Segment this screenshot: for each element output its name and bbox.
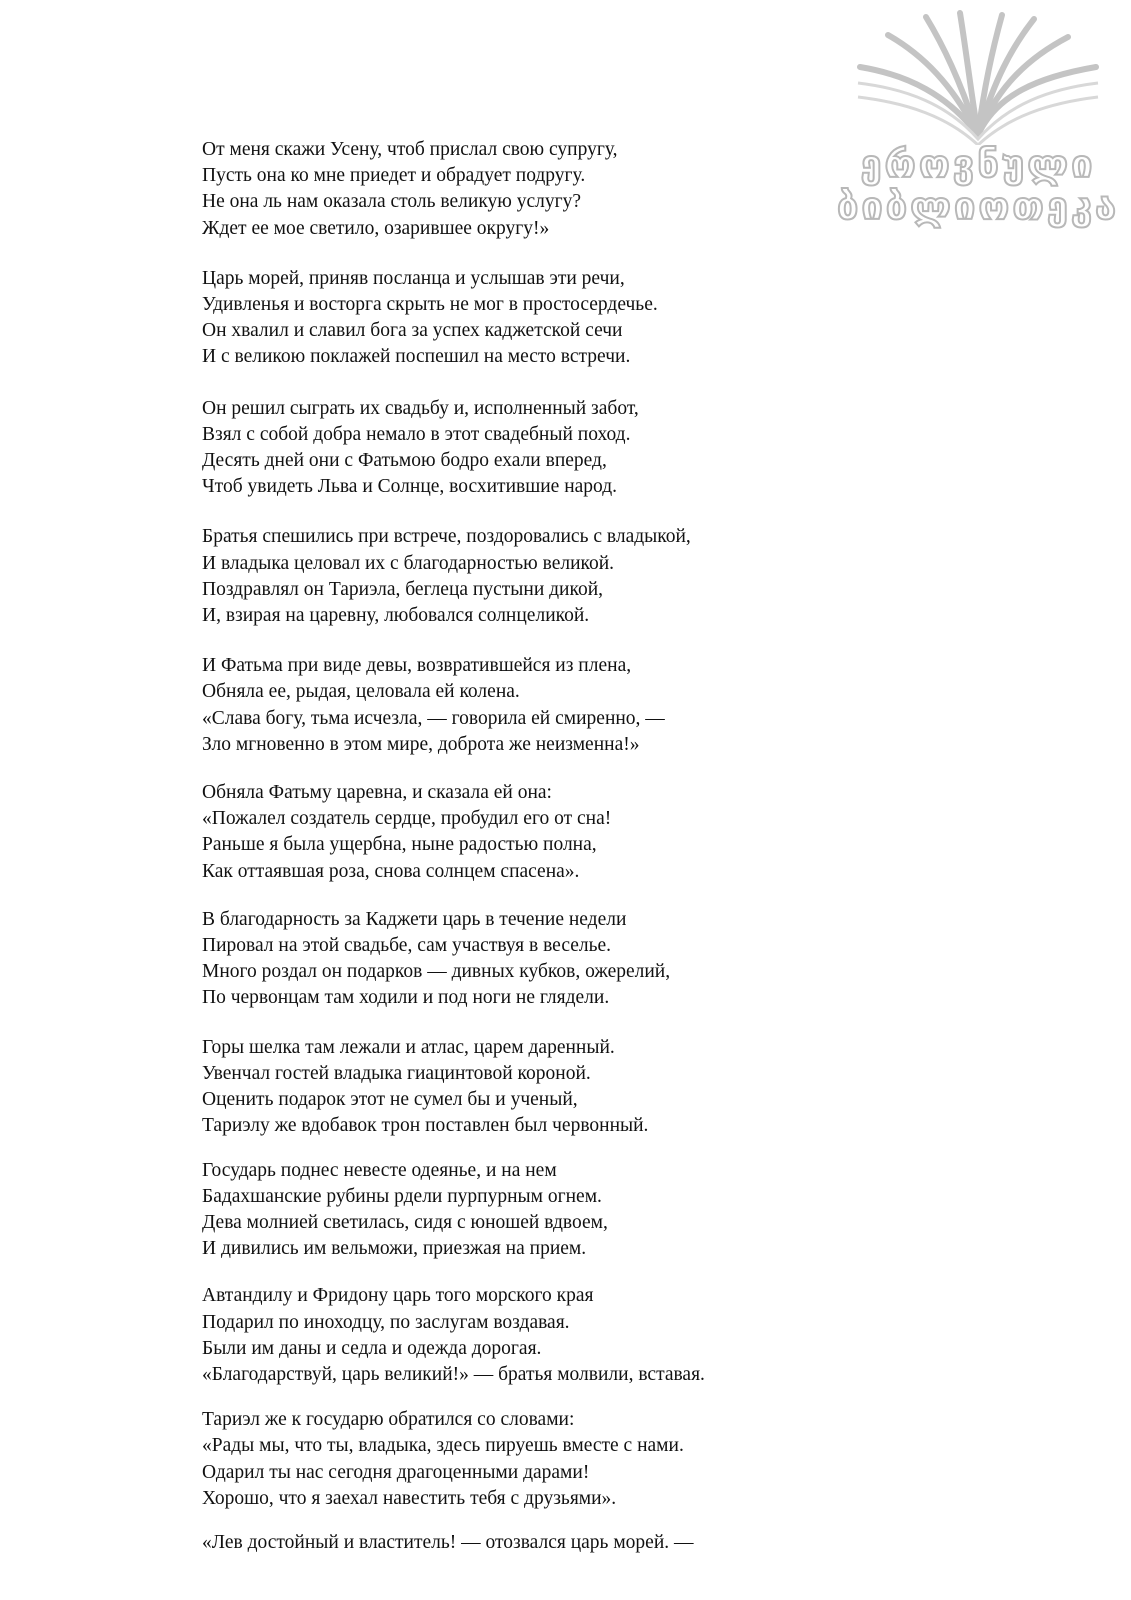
poem-line: Тариэлу же вдобавок трон поставлен был червонный. xyxy=(202,1115,649,1137)
poem-line: И Фатьма при виде девы, возвратившейся из плена, xyxy=(202,655,632,677)
poem-line: «Благодарствуй, царь великий!» — братья молвили, вставая. xyxy=(202,1363,705,1385)
poem-line: Удивленья и восторга скрыть не мог в простосердечье. xyxy=(202,294,658,316)
poem-line: «Лев достойный и властитель! — отозвался царь морей. — xyxy=(202,1531,694,1553)
stanza xyxy=(202,524,902,629)
poem-line: Взял с собой добра немало в этот свадебный поход. xyxy=(202,423,631,445)
poem-line: По червонцам там ходили и под ноги не глядели. xyxy=(202,987,610,1009)
stanza xyxy=(202,1035,902,1140)
poem-line: Хорошо, что я заехал навестить тебя с друзьями». xyxy=(202,1487,617,1509)
poem-line: В благодарность за Каджети царь в течение недели xyxy=(202,908,627,930)
poem-line: Были им даны и седла и одежда дорогая. xyxy=(202,1337,542,1359)
poem-line: Пусть она ко мне приедет и обрадует подругу. xyxy=(202,165,586,187)
stanza xyxy=(202,653,902,758)
poem-line: Бадахшанские рубины рдели пурпурным огнем. xyxy=(202,1185,602,1207)
stanza xyxy=(202,1158,902,1263)
poem-line: Одарил ты нас сегодня драгоценными дарами! xyxy=(202,1461,590,1483)
poem-line: Чтоб увидеть Льва и Солнце, восхитившие народ. xyxy=(202,476,618,498)
poem-line: И дивились им вельможи, приезжая на прием. xyxy=(202,1238,587,1260)
poem-line: Десять дней они с Фатьмою бодро ехали вперед, xyxy=(202,450,607,472)
stanza xyxy=(202,266,902,371)
poem-line: Братья спешились при встрече, поздоровались с владыкой, xyxy=(202,526,691,548)
poem-line: И владыка целовал их с благодарностью великой. xyxy=(202,552,615,574)
stanza xyxy=(202,137,902,242)
poem-line: «Рады мы, что ты, владыка, здесь пируешь вместе с нами. xyxy=(202,1435,684,1457)
stanza xyxy=(202,780,902,885)
poem-line: Не она ль нам оказала столь великую услугу? xyxy=(202,191,582,213)
poem-line: Увенчал гостей владыка гиацинтовой короной. xyxy=(202,1062,591,1084)
open-book-icon xyxy=(848,5,1108,145)
poem-line: И с великою поклажей поспешил на место встречи. xyxy=(202,346,631,368)
stanza xyxy=(202,1530,902,1556)
poem-line: Автандилу и Фридону царь того морского края xyxy=(202,1285,594,1307)
stanza xyxy=(202,1283,902,1388)
poem-line: Тариэл же к государю обратился со словами: xyxy=(202,1409,575,1431)
stanza xyxy=(202,396,902,501)
logo-text-line2: ბიბლიოთეკა xyxy=(836,184,1120,228)
stanza xyxy=(202,907,902,1012)
poem-line: Много роздал он подарков — дивных кубков, ожерелий, xyxy=(202,961,671,983)
poem-line: Государь поднес невесте одеянье, и на нем xyxy=(202,1159,557,1181)
poem-line: Зло мгновенно в этом мире, доброта же неизменна!» xyxy=(202,733,640,755)
poem-line: Он хвалил и славил бога за успех каджетской сечи xyxy=(202,320,623,342)
poem-line: Подарил по иноходцу, по заслугам воздавая. xyxy=(202,1311,570,1333)
poem-line: Дева молнией светилась, сидя с юношей вдвоем, xyxy=(202,1211,608,1233)
poem-line: От меня скажи Усену, чтоб прислал свою супругу, xyxy=(202,139,618,160)
poem-line: Царь морей, приняв посланца и услышав эти речи, xyxy=(202,267,625,289)
poem-line: Ждет ее мое светило, озарившее округу!» xyxy=(202,217,550,239)
poem-line: «Пожалел создатель сердце, пробудил его от сна! xyxy=(202,808,612,830)
poem-line: «Слава богу, тьма исчезла, — говорила ей смиренно, — xyxy=(202,707,665,729)
poem-line: Обняла Фатьму царевна, и сказала ей она: xyxy=(202,782,552,804)
poem-line: Горы шелка там лежали и атлас, царем даренный. xyxy=(202,1036,615,1058)
poem-line: Обняла ее, рыдая, целовала ей колена. xyxy=(202,681,520,703)
poem-line: Как оттаявшая роза, снова солнцем спасена». xyxy=(202,860,580,882)
poem-line: Оценить подарок этот не сумел бы и ученый, xyxy=(202,1089,578,1111)
logo-text-line1: ეროვნული xyxy=(860,142,1096,186)
poem-line: Пировал на этой свадьбе, сам участвуя в веселье. xyxy=(202,935,612,957)
stanza xyxy=(202,1407,902,1512)
poem-line: Раньше я была ущербна, ныне радостью полна, xyxy=(202,834,597,856)
poem-line: Он решил сыграть их свадьбу и, исполненный забот, xyxy=(202,397,639,419)
poem-line: Поздравлял он Тариэла, беглеца пустыни дикой, xyxy=(202,578,604,600)
poem-line: И, взирая на царевну, любовался солнцеликой. xyxy=(202,605,590,627)
poem-text xyxy=(202,137,902,1556)
